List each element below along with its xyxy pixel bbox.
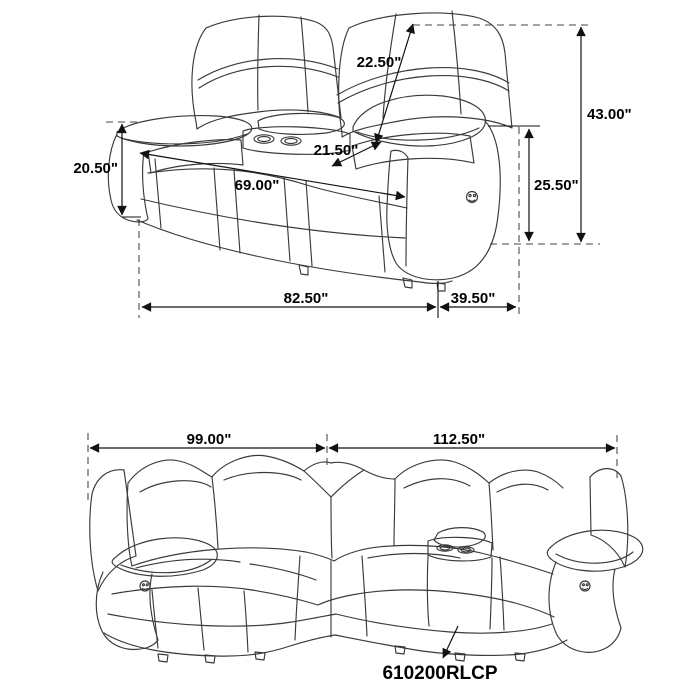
dim-label-seat-depth: 21.50" <box>313 142 359 159</box>
dim-label-back-height: 25.50" <box>534 177 579 194</box>
dim-line-back-cushion-height <box>376 24 413 143</box>
model-number-label: 610200RLCP <box>382 663 498 684</box>
dim-label-back-cushion-height: 22.50" <box>356 54 402 71</box>
dim-label-overall-height: 43.00" <box>587 106 632 123</box>
dim-label-interior-width: 69.00" <box>234 177 280 194</box>
dim-label-overall-width: 82.50" <box>283 290 329 307</box>
dim-label-right-width: 112.50" <box>432 431 486 448</box>
loveseat-line-art <box>108 11 512 291</box>
dim-label-left-width: 99.00" <box>186 431 232 448</box>
dim-label-overall-depth: 39.50" <box>450 290 496 307</box>
dim-label-arm-height: 20.50" <box>73 160 118 177</box>
power-button-icon <box>140 581 150 591</box>
power-button-icon <box>467 192 478 203</box>
sectional-line-art <box>90 455 643 663</box>
power-button-icon <box>580 581 590 591</box>
sectional-dimensions <box>88 431 617 684</box>
